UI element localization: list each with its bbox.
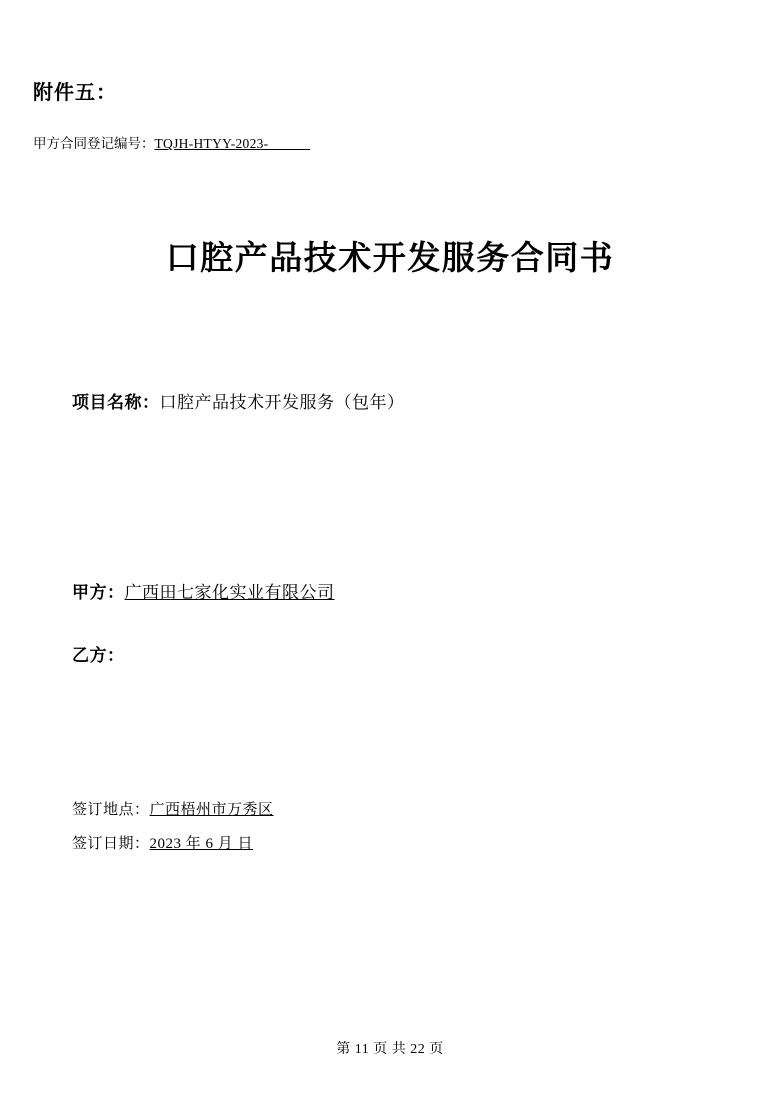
page-footer: 第 11 页 共 22 页 (336, 1042, 444, 1057)
party-a-line (72, 578, 335, 603)
registration-number: TQJH-HTYY-2023- (154, 136, 269, 151)
project-name-label: 项目名称： (72, 393, 160, 412)
party-b-line (72, 641, 125, 666)
page-title: 口腔产品技术开发服务合同书 (165, 239, 615, 276)
attachment-label: 附件五： (33, 82, 117, 104)
project-name-line (72, 388, 405, 413)
party-b-label: 乙方： (72, 646, 125, 665)
registration-label: 甲方合同登记编号： (33, 136, 155, 151)
contract-registration-line (33, 132, 310, 152)
registration-blank (268, 149, 310, 150)
sign-date-line (72, 832, 253, 853)
sign-place-label: 签订地点： (72, 802, 150, 818)
sign-place-line (72, 798, 274, 819)
sign-date-value: 2023 年 6 月 日 (149, 836, 254, 852)
sign-place-value: 广西梧州市万秀区 (149, 802, 274, 818)
party-a-value: 广西田七家化实业有限公司 (124, 583, 335, 602)
sign-date-label: 签订日期： (72, 836, 150, 852)
party-a-label: 甲方： (72, 583, 125, 602)
project-name-value: 口腔产品技术开发服务（包年） (159, 393, 405, 412)
